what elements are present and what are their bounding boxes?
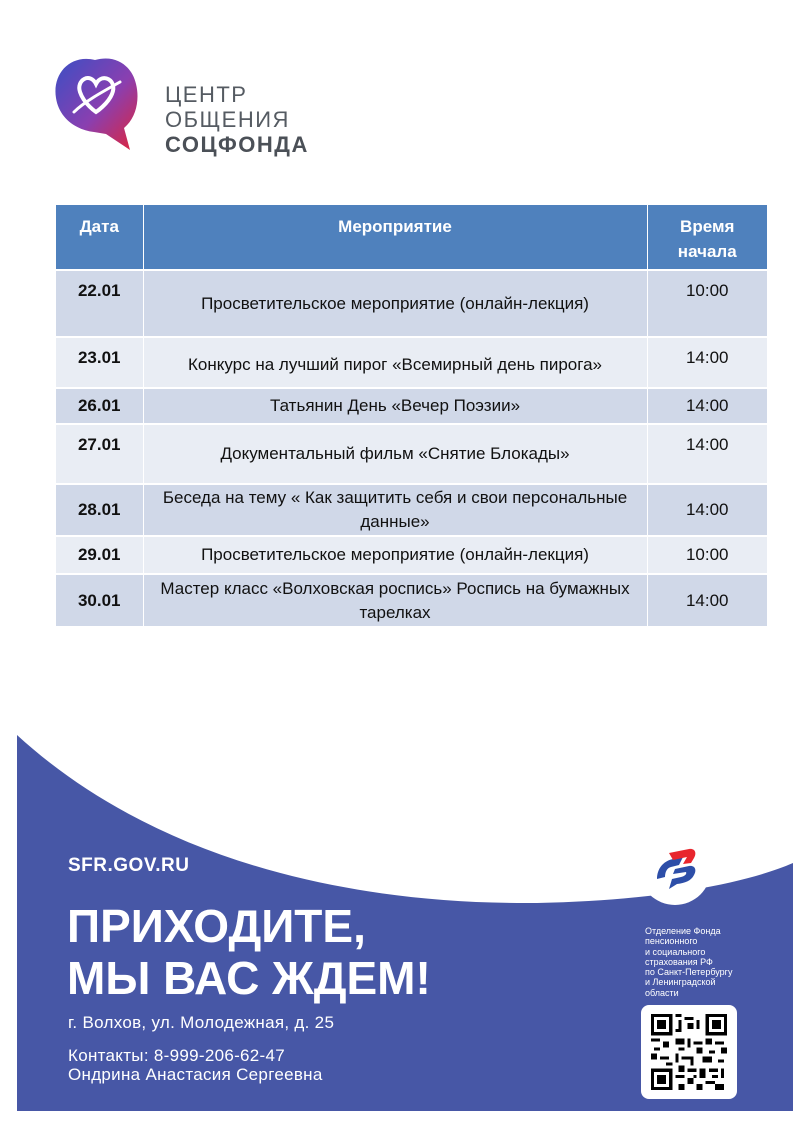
header-event: Мероприятие: [143, 205, 647, 270]
org-caption-line: области: [645, 987, 679, 998]
site-url[interactable]: SFR.GOV.RU: [68, 855, 190, 876]
qr-code-icon: [651, 1013, 727, 1091]
qr-code[interactable]: [641, 1005, 737, 1099]
row-event: Беседа на тему « Как защитить себя и свои персональные данные»: [143, 484, 647, 536]
row-time: 14:00: [647, 574, 767, 626]
table-row: [56, 388, 767, 424]
org-caption-line: пенсионного: [645, 936, 698, 947]
schedule-table: [56, 205, 767, 626]
row-date: 27.01: [56, 424, 143, 484]
row-event: Просветительское мероприятие (онлайн-лекция): [143, 536, 647, 574]
contacts: [68, 1046, 323, 1084]
org-caption-line: по Санкт-Петербургу: [645, 967, 733, 978]
center-logo: [50, 52, 350, 157]
header-date: Дата: [56, 205, 143, 270]
heart-speech-bubble-icon: [50, 52, 140, 152]
logo-line-2: ОБЩЕНИЯ: [165, 107, 290, 132]
row-time: 14:00: [647, 388, 767, 424]
row-date: 26.01: [56, 388, 143, 424]
row-date: 22.01: [56, 270, 143, 337]
row-date: 30.01: [56, 574, 143, 626]
org-caption-line: и социального: [645, 946, 706, 957]
row-event: Просветительское мероприятие (онлайн-лекция): [143, 270, 647, 337]
header-time: Время начала: [647, 205, 767, 270]
row-time: 14:00: [647, 424, 767, 484]
table-row: [56, 574, 767, 626]
address: г. Волхов, ул. Молодежная, д. 25: [68, 1013, 335, 1032]
table-row: [56, 337, 767, 388]
footer-banner: [17, 735, 793, 1111]
slogan-line-1: ПРИХОДИТЕ,: [67, 900, 366, 952]
org-caption: [645, 926, 755, 998]
logo-wordmark: [165, 82, 309, 157]
sfr-logo-icon: [639, 833, 711, 905]
table-row: [56, 484, 767, 536]
row-date: 29.01: [56, 536, 143, 574]
row-event: Конкурс на лучший пирог «Всемирный день пирога»: [143, 337, 647, 388]
row-event: Татьянин День «Вечер Поэзии»: [143, 388, 647, 424]
table-header-row: [56, 205, 767, 270]
contacts-phone: Контакты: 8-999-206-62-47: [68, 1046, 286, 1065]
row-time: 10:00: [647, 270, 767, 337]
logo-line-1: ЦЕНТР: [165, 82, 248, 107]
org-caption-line: Отделение Фонда: [645, 926, 721, 936]
table-row: [56, 424, 767, 484]
row-event: Документальный фильм «Снятие Блокады»: [143, 424, 647, 484]
row-event: Мастер класс «Волховская роспись» Роспись на бумажных тарелках: [143, 574, 647, 626]
row-date: 28.01: [56, 484, 143, 536]
row-date: 23.01: [56, 337, 143, 388]
slogan: [67, 900, 431, 1004]
table-row: [56, 536, 767, 574]
row-time: 14:00: [647, 337, 767, 388]
row-time: 14:00: [647, 484, 767, 536]
org-caption-line: и Ленинградской: [645, 977, 716, 988]
contacts-person: Ондрина Анастасия Сергеевна: [68, 1065, 323, 1084]
org-caption-line: страхования РФ: [645, 956, 713, 967]
row-time: 10:00: [647, 536, 767, 574]
logo-line-3: СОЦФОНДА: [165, 132, 309, 157]
slogan-line-2: МЫ ВАС ЖДЕМ!: [67, 952, 431, 1004]
table-row: [56, 270, 767, 337]
